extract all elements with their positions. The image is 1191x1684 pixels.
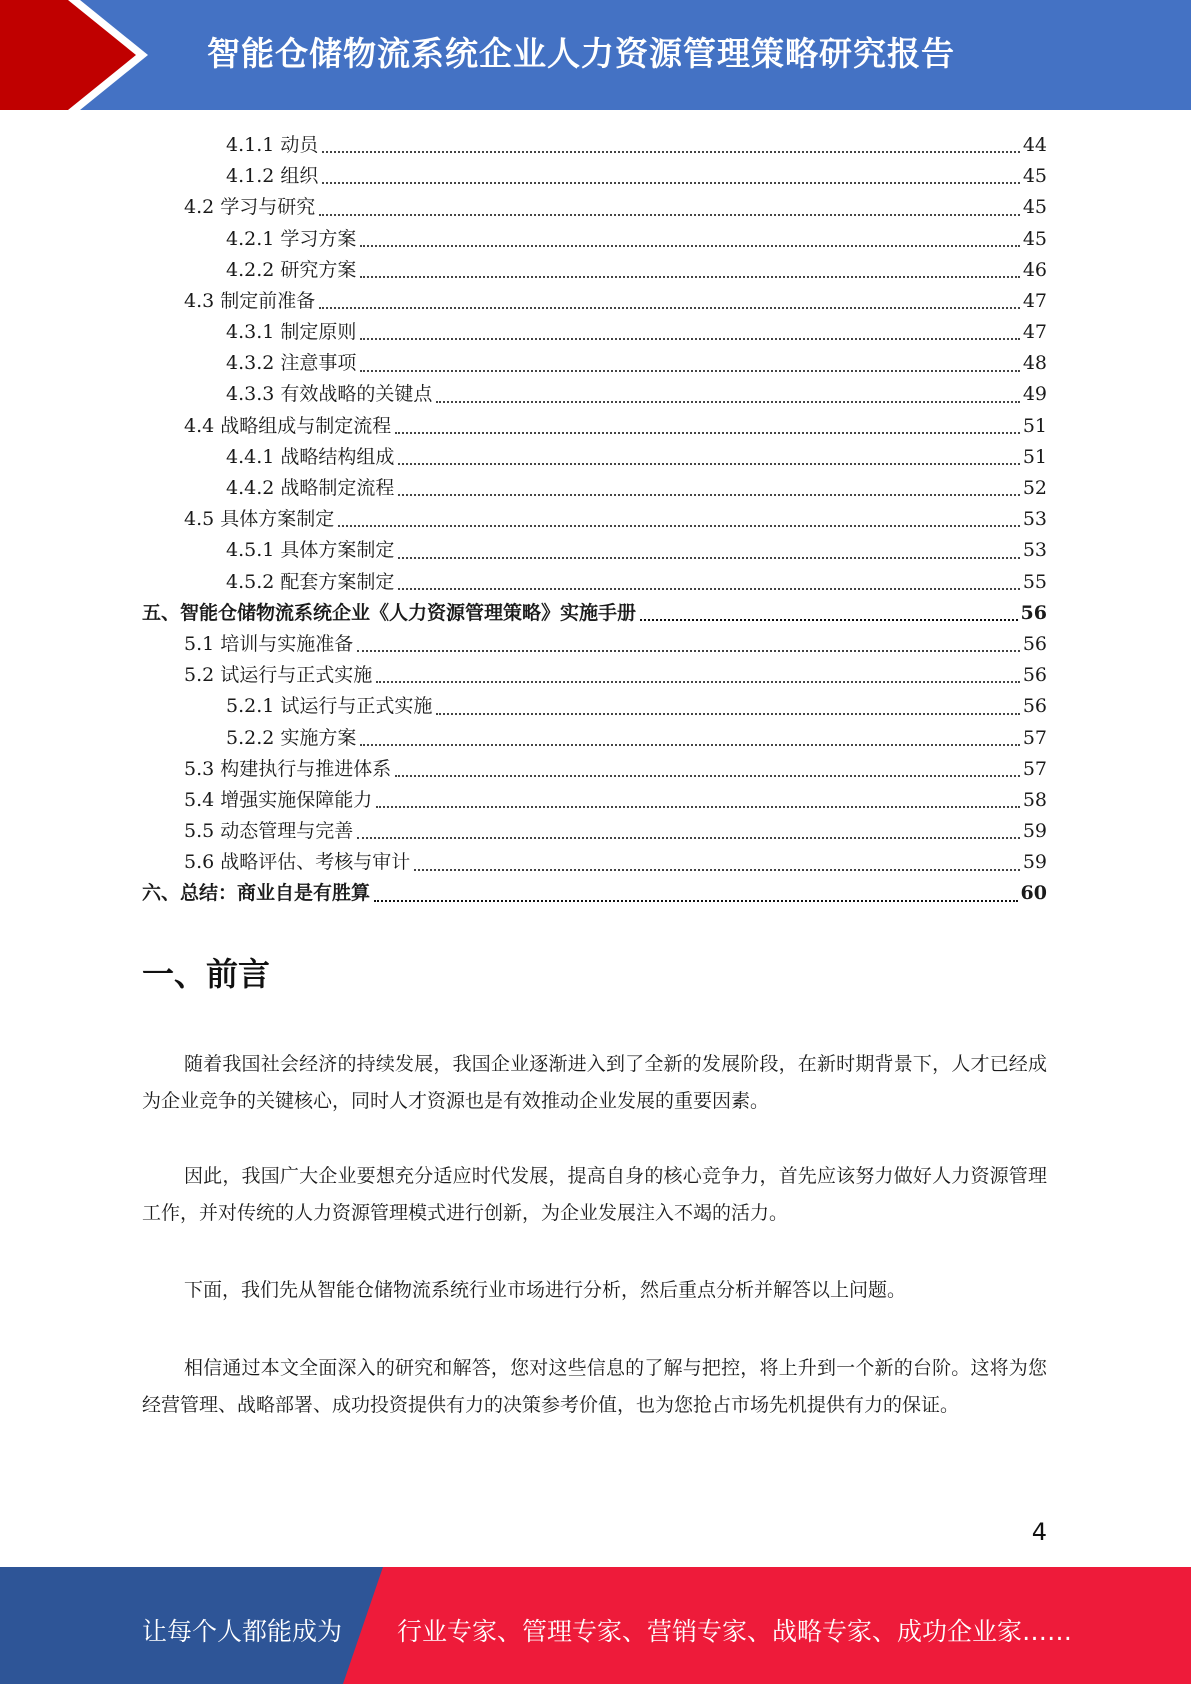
toc-entry-page: 51 (1022, 414, 1047, 437)
page-number: 4 (1031, 1518, 1047, 1546)
toc-entry-page: 45 (1022, 227, 1047, 250)
toc-dot-leader (395, 775, 1020, 777)
toc-entry[interactable] (142, 816, 1047, 847)
toc-entry-label: 4.4.1 战略结构组成 (226, 445, 395, 468)
toc-dot-leader (338, 525, 1020, 527)
toc-entry-label: 4.3.3 有效战略的关键点 (226, 383, 433, 406)
toc-entry-label: 4.2.1 学习方案 (226, 227, 357, 250)
toc-dot-leader (360, 276, 1019, 278)
toc-entry[interactable] (142, 847, 1047, 878)
page-header-banner (0, 0, 1191, 110)
toc-entry-label: 4.3.2 注意事项 (226, 352, 357, 375)
toc-entry-label: 5.2 试运行与正式实施 (184, 664, 373, 687)
toc-entry-page: 59 (1022, 820, 1047, 843)
toc-entry[interactable] (142, 442, 1047, 473)
toc-dot-leader (374, 900, 1018, 902)
toc-entry[interactable] (142, 660, 1047, 691)
toc-entry-page: 46 (1022, 258, 1047, 281)
toc-entry-label: 5.2.1 试运行与正式实施 (226, 695, 433, 718)
toc-entry-page: 56 (1022, 664, 1047, 687)
toc-entry[interactable] (142, 879, 1047, 910)
toc-entry-page: 56 (1022, 695, 1047, 718)
section-title: 一、前言 (142, 955, 271, 993)
toc-entry-label: 5.6 战略评估、考核与审计 (184, 851, 411, 874)
toc-dot-leader (398, 557, 1019, 559)
toc-entry-label: 4.5.2 配套方案制定 (226, 570, 395, 593)
toc-entry-page: 47 (1022, 289, 1047, 312)
toc-entry[interactable] (142, 473, 1047, 504)
toc-entry[interactable] (142, 691, 1047, 722)
toc-entry-label: 5.2.2 实施方案 (226, 726, 357, 749)
toc-entry-label: 4.1.1 动员 (226, 133, 319, 156)
toc-entry[interactable] (142, 130, 1047, 161)
red-chevron-decoration (0, 0, 160, 110)
toc-entry-label: 5.4 增强实施保障能力 (184, 788, 373, 811)
toc-entry-page: 59 (1022, 851, 1047, 874)
toc-entry-page: 45 (1022, 196, 1047, 219)
toc-entry[interactable] (142, 754, 1047, 785)
toc-dot-leader (322, 151, 1019, 153)
toc-entry[interactable] (142, 535, 1047, 566)
toc-dot-leader (640, 619, 1018, 621)
footer-slogan-left: 让每个人都能成为 (142, 1617, 343, 1646)
toc-dot-leader (436, 401, 1019, 403)
toc-entry[interactable] (142, 255, 1047, 286)
toc-entry[interactable] (142, 504, 1047, 535)
paragraph-1: 随着我国社会经济的持续发展，我国企业逐渐进入到了全新的发展阶段，在新时期背景下，人才已经成为企业竞争的关键核心，同时人才资源也是有效推动企业发展的重要因素。 (142, 1053, 1047, 1112)
toc-entry-page: 49 (1022, 383, 1047, 406)
toc-dot-leader (414, 869, 1020, 871)
toc-entry[interactable] (142, 224, 1047, 255)
toc-entry[interactable] (142, 348, 1047, 379)
toc-entry[interactable] (142, 380, 1047, 411)
toc-entry-page: 60 (1020, 882, 1047, 905)
footer-slogan-right: 行业专家、管理专家、营销专家、战略专家、成功企业家…… (397, 1617, 1073, 1646)
toc-dot-leader (360, 744, 1019, 746)
toc-entry-label: 4.2.2 研究方案 (226, 258, 357, 281)
toc-dot-leader (322, 182, 1019, 184)
toc-entry-page: 51 (1022, 445, 1047, 468)
toc-entry-label: 4.3 制定前准备 (184, 289, 316, 312)
toc-entry[interactable] (142, 411, 1047, 442)
toc-dot-leader (398, 588, 1019, 590)
toc-entry-page: 55 (1022, 570, 1047, 593)
paragraph-4: 相信通过本文全面深入的研究和解答，您对这些信息的了解与把控，将上升到一个新的台阶。这将为您经营管理、战略部署、成功投资提供有力的决策参考价值，也为您抢占市场先机提供有力的保证。 (142, 1357, 1047, 1416)
toc-entry-page: 45 (1022, 165, 1047, 188)
toc-entry[interactable] (142, 192, 1047, 223)
toc-entry[interactable] (142, 629, 1047, 660)
toc-entry-page: 56 (1022, 632, 1047, 655)
toc-entry-label: 4.2 学习与研究 (184, 196, 316, 219)
toc-entry-page: 53 (1022, 508, 1047, 531)
page-footer-banner (0, 1567, 1191, 1684)
toc-entry[interactable] (142, 567, 1047, 598)
toc-entry[interactable] (142, 598, 1047, 629)
toc-dot-leader (376, 806, 1020, 808)
toc-dot-leader (395, 432, 1020, 434)
toc-entry-page: 47 (1022, 321, 1047, 344)
paragraph-2: 因此，我国广大企业要想充分适应时代发展，提高自身的核心竞争力，首先应该努力做好人力资源管理工作，并对传统的人力资源管理模式进行创新，为企业发展注入不竭的活力。 (142, 1165, 1047, 1224)
toc-entry-label: 5.3 构建执行与推进体系 (184, 757, 392, 780)
toc-entry-label: 5.1 培训与实施准备 (184, 632, 354, 655)
toc-entry-page: 52 (1022, 477, 1047, 500)
toc-dot-leader (360, 245, 1019, 247)
table-of-contents (142, 130, 1047, 910)
toc-entry-label: 4.1.2 组织 (226, 165, 319, 188)
toc-entry[interactable] (142, 161, 1047, 192)
toc-dot-leader (319, 307, 1020, 309)
toc-entry-label: 5.5 动态管理与完善 (184, 820, 354, 843)
toc-entry[interactable] (142, 286, 1047, 317)
toc-entry-page: 57 (1022, 726, 1047, 749)
paragraph-3: 下面，我们先从智能仓储物流系统行业市场进行分析，然后重点分析并解答以上问题。 (184, 1279, 907, 1301)
toc-dot-leader (398, 463, 1019, 465)
header-title: 智能仓储物流系统企业人力资源管理策略研究报告 (207, 34, 955, 73)
toc-dot-leader (436, 713, 1019, 715)
toc-dot-leader (360, 338, 1019, 340)
toc-dot-leader (357, 650, 1020, 652)
toc-entry-page: 57 (1022, 757, 1047, 780)
toc-entry-label: 4.3.1 制定原则 (226, 321, 357, 344)
toc-entry-label: 五、智能仓储物流系统企业《人力资源管理策略》实施手册 (142, 601, 637, 624)
toc-entry-label: 六、总结：商业自是有胜算 (142, 882, 371, 905)
toc-entry-label: 4.4.2 战略制定流程 (226, 477, 395, 500)
toc-entry-page: 44 (1022, 133, 1047, 156)
toc-dot-leader (398, 494, 1019, 496)
toc-dot-leader (357, 837, 1020, 839)
toc-entry-page: 53 (1022, 539, 1047, 562)
toc-entry-page: 48 (1022, 352, 1047, 375)
toc-entry[interactable] (142, 723, 1047, 754)
toc-dot-leader (319, 214, 1020, 216)
toc-entry-label: 4.4 战略组成与制定流程 (184, 414, 392, 437)
toc-entry-label: 4.5.1 具体方案制定 (226, 539, 395, 562)
toc-entry[interactable] (142, 317, 1047, 348)
toc-dot-leader (360, 370, 1019, 372)
toc-entry[interactable] (142, 785, 1047, 816)
toc-dot-leader (376, 681, 1020, 683)
toc-entry-label: 4.5 具体方案制定 (184, 508, 335, 531)
toc-entry-page: 56 (1020, 601, 1047, 624)
toc-entry-page: 58 (1022, 788, 1047, 811)
